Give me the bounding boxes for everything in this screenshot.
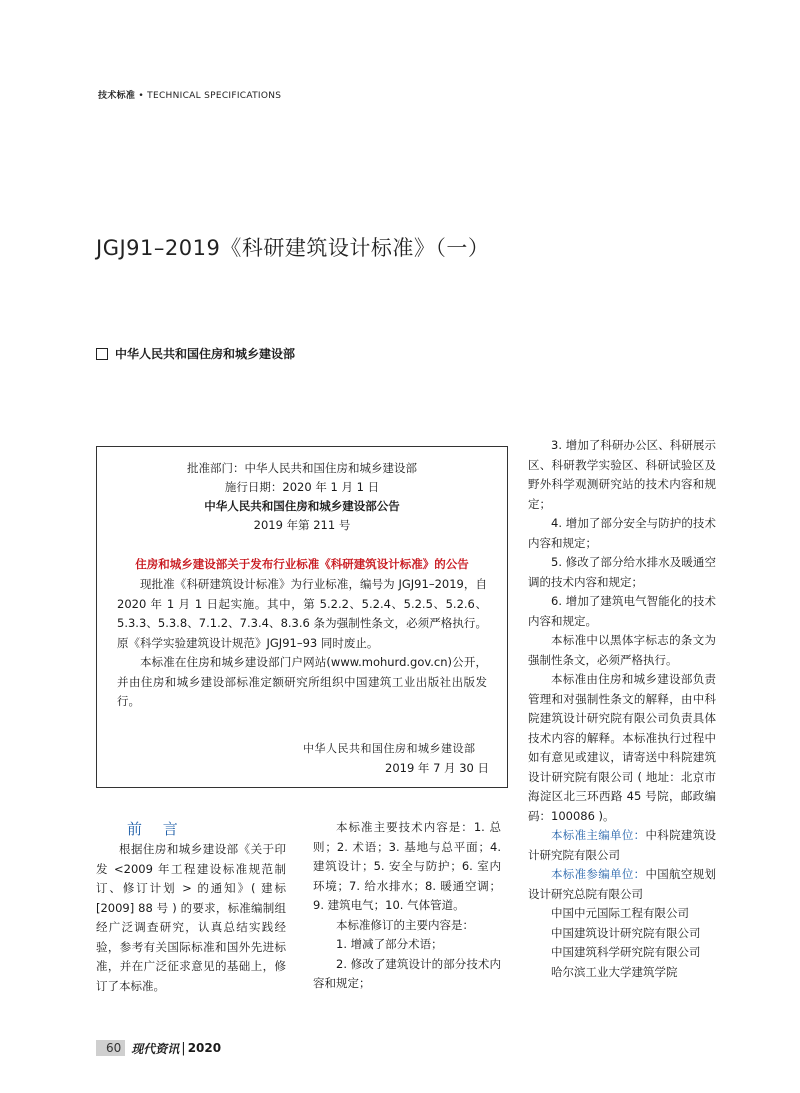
preface-paragraph: 根据住房和城乡建设部《关于印发 <2009 年工程建设标准规范制订、修订计划 > 的通知》( 建标[2009] 88 号 ) 的要求，标准编制组经广泛调查研究，认真总结实践经验，参考有关国际标准和国外先进标准，并在广泛征求意见的基础上，修订了本标准。	[96, 842, 286, 993]
article-title: JGJ91–2019《科研建筑设计标准》（一）	[96, 236, 490, 260]
chief-label: 本标准主编单位：	[551, 828, 646, 842]
announcement-title: 住房和城乡建设部关于发布行业标准《科研建筑设计标准》的公告	[135, 557, 469, 571]
left-column	[96, 840, 286, 996]
notice-paragraph-2: 本标准在住房和城乡建设部门户网站(www.mohurd.gov.cn)公开，并由住房和城乡建设部标准定额研究所组织中国建筑工业出版社出版发行。	[117, 655, 487, 708]
magazine-name: 现代资讯	[131, 1041, 180, 1056]
right-column	[528, 436, 716, 982]
page-number: 60	[96, 1040, 125, 1056]
notice-box	[96, 446, 508, 788]
revision-item-4: 4. 增加了部分安全与防护的技术内容和规定；	[528, 516, 716, 550]
main-content-paragraph: 本标准主要技术内容是：1. 总则；2. 术语；3. 基地与总平面；4. 建筑设计；5. 安全与防护；6. 室内环境；7. 给水排水；8. 暖通空调；9. 建筑电气；10. 气体管道。	[313, 820, 501, 912]
management-note: 本标准由住房和城乡建设部负责管理和对强制性条文的解释，由中科院建筑设计研究院有限公司负责具体技术内容的解释。本标准执行过程中如有意见或建议，请寄送中科院建筑设计研究院有限公司 ( 地址：北京市海淀区北三环西路 45 号院，邮政编码：100086 )。	[528, 672, 716, 823]
participant-1: 中国航空规划设计研究总院有限公司	[528, 867, 717, 901]
bulletin-title: 中华人民共和国住房和城乡建设部公告	[204, 499, 400, 513]
footer-year: 2020	[187, 1041, 222, 1055]
mandatory-note: 本标准中以黑体字标志的条文为强制性条文，必须严格执行。	[528, 633, 716, 667]
participants	[528, 865, 716, 904]
page-footer	[96, 1040, 221, 1056]
section-en: TECHNICAL SPECIFICATIONS	[147, 91, 282, 101]
section-dot: •	[138, 91, 144, 101]
middle-column	[313, 818, 501, 994]
bulletin-number: 2019 年第 211 号	[253, 518, 351, 532]
author-name: 中华人民共和国住房和城乡建设部	[115, 347, 296, 361]
effective-date: 施行日期：2020 年 1 月 1 日	[224, 480, 380, 494]
revision-intro: 本标准修订的主要内容是：	[336, 917, 474, 932]
participant-4: 中国建筑科学研究院有限公司	[551, 945, 701, 959]
footer-separator: |	[181, 1040, 186, 1056]
chief-value: 中科院建筑设计研究院有限公司	[528, 828, 717, 862]
participant-2: 中国中元国际工程有限公司	[551, 906, 689, 920]
preface-heading: 前 言	[127, 820, 186, 838]
participant-5: 哈尔滨工业大学建筑学院	[551, 964, 678, 979]
notice-paragraph-1: 现批准《科研建筑设计标准》为行业标准，编号为 JGJ91–2019，自 2020 年 1 月 1 日起实施。其中，第 5.2.2、5.2.4、5.2.5、5.2.6、5.3.3、5.3.8、7.1.2、7.3.4、8.3.6 条为强制性条文，必须严格执行。原《科学实验建筑设计规范》JGJ91–93 同时废止。	[117, 577, 487, 650]
revision-item-6: 6. 增加了建筑电气智能化的技术内容和规定。	[528, 594, 716, 628]
revision-item-2: 2. 修改了建筑设计的部分技术内容和规定；	[313, 956, 501, 990]
participants-label: 本标准参编单位：	[551, 867, 646, 881]
participant-3: 中国建筑设计研究院有限公司	[551, 925, 701, 940]
chief-editor	[528, 826, 716, 865]
square-bullet-icon	[96, 348, 108, 360]
revision-item-5: 5. 修改了部分给水排水及暖通空调的技术内容和规定；	[528, 555, 716, 589]
author-line	[96, 345, 295, 362]
section-header	[98, 88, 281, 101]
approver: 批准部门：中华人民共和国住房和城乡建设部	[187, 461, 417, 475]
notice-signature: 中华人民共和国住房和城乡建设部	[303, 742, 476, 755]
notice-signature-date: 2019 年 7 月 30 日	[385, 761, 489, 775]
revision-item-3: 3. 增加了科研办公区、科研展示区、科研教学实验区、科研试验区及野外科学观测研究站的技术内容和规定；	[528, 438, 716, 511]
revision-item-1: 1. 增减了部分术语；	[336, 937, 443, 951]
section-cn: 技术标准	[98, 91, 136, 101]
